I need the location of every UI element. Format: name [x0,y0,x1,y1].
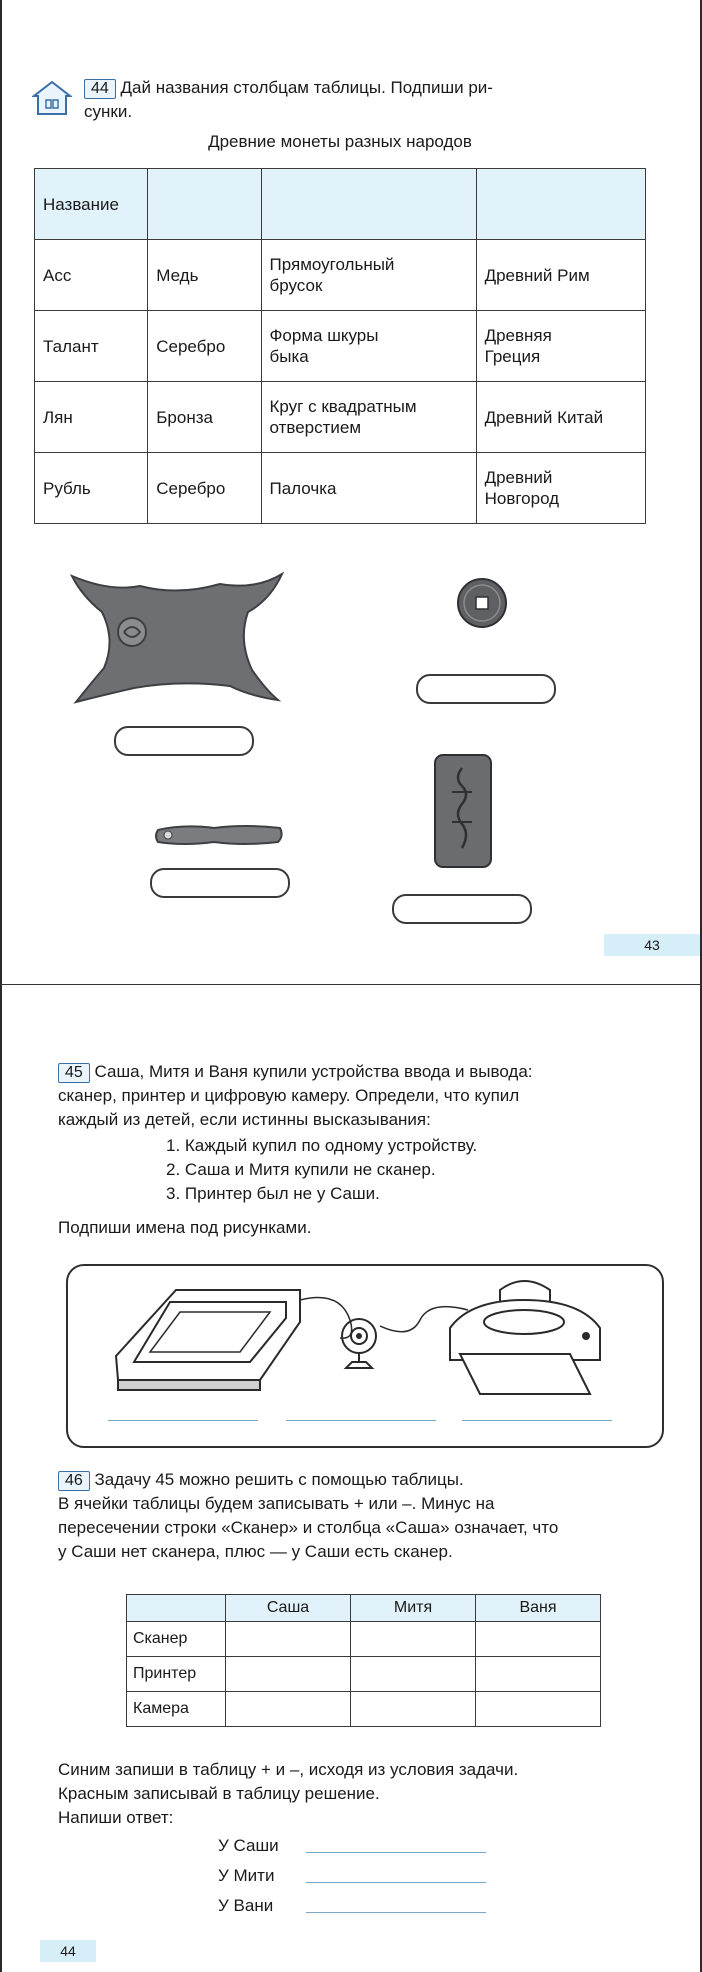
answer-mitya-line[interactable] [306,1882,486,1883]
grid-cell[interactable] [476,1622,601,1657]
grid-cell[interactable] [351,1692,476,1727]
table-row [35,240,646,311]
answer-sasha-line[interactable] [306,1852,486,1853]
task-number-46: 46 [58,1471,90,1491]
table-cell [148,382,261,453]
table-cell [261,453,476,524]
table-cell [476,453,645,524]
grid-cell[interactable] [226,1622,351,1657]
cell-text: Прямоугольный [269,255,395,274]
header-cell-name: Название [35,169,148,240]
cell-text: брусок [269,276,323,295]
grid-cell[interactable] [351,1657,476,1692]
instruction-line: Синим запиши в таблицу + и –, исходя из условия задачи. [58,1760,519,1779]
task-45-line: Саша, Митя и Ваня купили устройства ввода и вывода: [94,1062,533,1081]
table-row [127,1692,601,1727]
grid-cell[interactable] [226,1692,351,1727]
table-row [35,311,646,382]
page-divider [0,984,702,985]
table-cell [35,240,148,311]
task-46-line: у Саши нет сканера, плюс — у Саши есть сканер. [58,1542,453,1561]
label-field-lyan[interactable] [416,674,556,704]
instruction-line: Красным записывай в таблицу решение. [58,1784,380,1803]
table-row [127,1622,601,1657]
cell-text: быка [269,347,309,366]
table-cell [261,311,476,382]
task-46-line: В ячейки таблицы будем записывать + или –. Минус на [58,1494,495,1513]
home-icon [32,80,72,116]
task-44-line-1: Дай названия столбцам таблицы. Подпиши ри- [120,78,493,97]
printer-owner-line[interactable] [462,1420,612,1421]
solution-grid [126,1594,601,1727]
grid-header [127,1595,601,1622]
table-cell [261,382,476,453]
device-cables [300,1290,470,1350]
statements-list [166,1134,626,1206]
grid-row-label: Сканер [127,1622,226,1657]
ruble-stick-image [154,820,284,848]
cell-text: Лян [43,407,73,427]
page-number-44: 44 [40,1940,96,1962]
cell-text: Талант [43,336,99,356]
cell-text: Новгород [484,489,560,508]
table-cell [35,453,148,524]
grid-row-label: Камера [127,1692,226,1727]
cell-text: Серебро [156,478,226,498]
task-46-text [58,1468,668,1564]
page-number-43: 43 [604,934,700,956]
table-cell [148,453,261,524]
cell-text: Древний Китай [484,407,604,427]
header-cell-3[interactable] [261,169,476,240]
statement-item: 2. Саша и Митя купили не сканер. [166,1160,436,1179]
task-46-line: Задачу 45 можно решить с помощью таблицы. [94,1470,464,1489]
cell-text: Бронза [156,407,213,427]
camera-owner-line[interactable] [286,1420,436,1421]
grid-col-vanya: Ваня [476,1595,601,1622]
label-field-as[interactable] [392,894,532,924]
table-cell [476,382,645,453]
coins-table [34,168,646,524]
task-46-instructions [58,1758,678,1830]
table-row [35,453,646,524]
task-44-line-2: сунки. [84,102,133,121]
table-cell [261,240,476,311]
answer-vanya-label: У Вани [218,1896,274,1915]
task-number-44: 44 [84,79,116,99]
table-cell [476,311,645,382]
table-cell [148,240,261,311]
task-number-45: 45 [58,1063,90,1083]
table-row [127,1657,601,1692]
grid-cell[interactable] [476,1692,601,1727]
as-bar-image [432,752,494,870]
table-cell [476,240,645,311]
grid-cell[interactable] [476,1657,601,1692]
page-left-border [0,0,2,986]
table-cell [35,311,148,382]
sign-instruction: Подпиши имена под рисунками. [58,1218,312,1237]
task-46-line: пересечении строки «Сканер» и столбца «Саша» означает, что [58,1518,559,1537]
cell-text: Древний [484,468,553,487]
page-left-border [0,986,2,1972]
grid-corner-cell [127,1595,226,1622]
table-cell [148,311,261,382]
grid-col-sasha: Саша [226,1595,351,1622]
cell-text: отверстием [269,418,362,437]
answer-sasha-label: У Саши [218,1836,279,1855]
statement-item: 1. Каждый купил по одному устройству. [166,1136,478,1155]
cell-text: Асс [43,265,72,285]
chinese-coin-image [456,576,508,630]
cell-text: Древний Рим [484,265,590,285]
cell-text: Рубль [43,478,91,498]
scanner-image [110,1282,310,1392]
task-44-text [84,76,654,124]
ox-hide-talent-image [70,570,284,704]
task-45-line: сканер, принтер и цифровую камеру. Определи, что купил [58,1086,520,1105]
task-45-line: каждый из детей, если истинны высказывания: [58,1110,431,1129]
label-field-ruble[interactable] [150,868,290,898]
answer-vanya-line[interactable] [306,1912,486,1913]
header-cell-2[interactable] [148,169,261,240]
cell-text: Серебро [156,336,226,356]
cell-text: Палочка [269,478,337,498]
cell-text: Круг с квадратным [269,397,417,416]
answer-mitya-label: У Мити [218,1866,275,1885]
table-row [35,382,646,453]
coins-table-header [35,169,646,240]
table-title: Древние монеты разных народов [208,132,472,151]
statement-item: 3. Принтер был не у Саши. [166,1184,380,1203]
cell-text: Греция [484,347,541,366]
table-cell [35,382,148,453]
grid-row-label: Принтер [127,1657,226,1692]
cell-text: Древняя [484,326,552,345]
task-45-text [58,1060,668,1132]
cell-text: Форма шкуры [269,326,379,345]
cell-text: Медь [156,265,199,285]
grid-cell[interactable] [226,1657,351,1692]
header-cell-4[interactable] [476,169,645,240]
grid-cell[interactable] [351,1622,476,1657]
label-field-talent[interactable] [114,726,254,756]
instruction-line: Напиши ответ: [58,1808,174,1827]
grid-col-mitya: Митя [351,1595,476,1622]
scanner-owner-line[interactable] [108,1420,258,1421]
